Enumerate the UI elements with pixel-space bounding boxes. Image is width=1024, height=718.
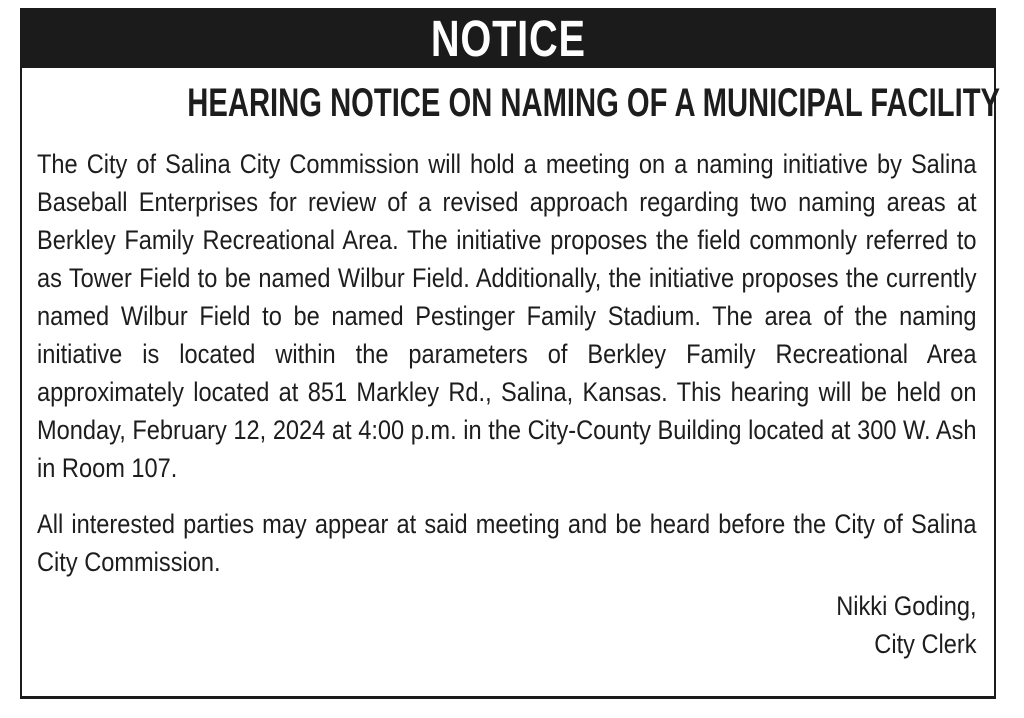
notice-banner-bar xyxy=(22,10,994,68)
notice-paragraph-2: All interested parties may appear at said meeting and be heard before the City of Salina City Commission. xyxy=(37,509,977,577)
notice-headline: HEARING NOTICE ON NAMING OF A MUNICIPAL FACILITY xyxy=(187,81,1001,125)
signature-block xyxy=(37,587,977,663)
notice-paragraph-1: The City of Salina City Commission will hold a meeting on a naming initiative by Salina Baseball Enterprises for review of a revised approach regarding two naming areas at Berkley Family Recreational Area. The initiative proposes the field commonly referred to as Tower Field to be named Wilbur Field. Additionally, the initiative proposes the currently named Wilbur Field to be named Pestinger Family Stadium. The area of the naming initiative is located within the parameters of Berkley Family Recreational Area approximately located at 851 Markley Rd., Salina, Kansas. This hearing will be held on Monday, February 12, 2024 at 4:00 p.m. in the City-County Building located at 300 W. Ash in Room 107. xyxy=(37,149,977,483)
signatory-name: Nikki Goding, xyxy=(836,591,977,621)
notice-content xyxy=(22,81,1001,663)
notice-banner-title: NOTICE xyxy=(430,10,586,67)
notice-headline-row xyxy=(37,81,1001,125)
notice-box xyxy=(20,8,1001,699)
body-column xyxy=(37,145,977,663)
signatory-title: City Clerk xyxy=(874,629,977,659)
